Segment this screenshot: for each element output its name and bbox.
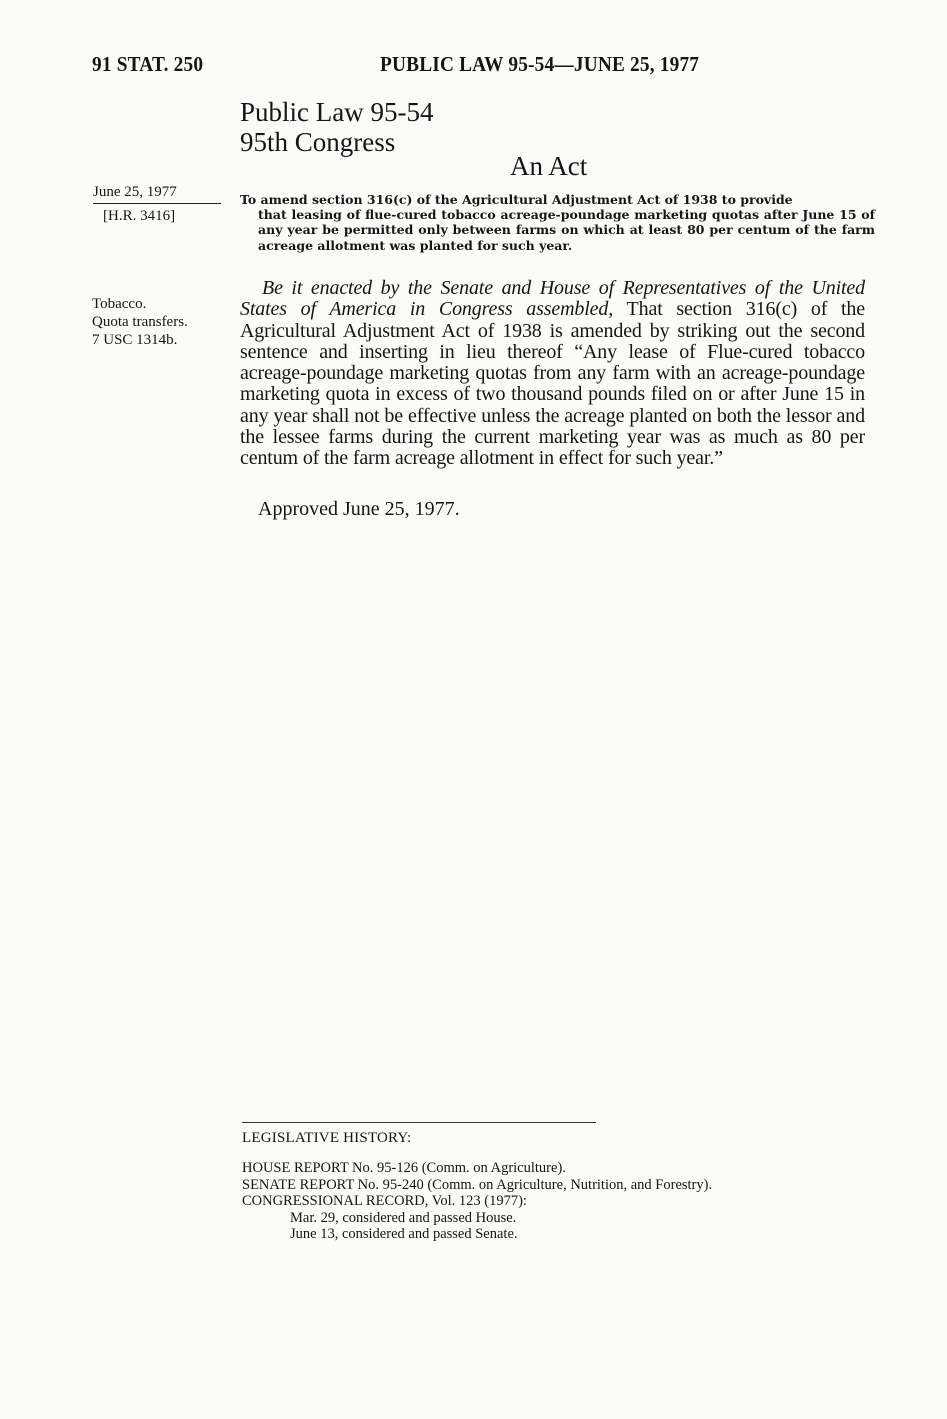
approval-date: Approved June 25, 1977.: [258, 498, 460, 520]
enacting-clause: [240, 278, 865, 470]
act-purpose: [240, 192, 875, 253]
purpose-first-line: To amend section 316(c) of the Agricultural Adjustment Act of 1938 to provide: [240, 192, 793, 207]
history-entry: SENATE REPORT No. 95-240 (Comm. on Agriculture, Nutrition, and Forestry).: [242, 1176, 713, 1193]
margin-notes: [92, 295, 188, 349]
legislative-history-list: [242, 1160, 712, 1243]
purpose-continuation: that leasing of flue-cured tobacco acreage-poundage marketing quotas after June 15 of any year be permitted only between farms on which at least 80 per centum of the farm acreage allotment was planted for such year.: [258, 207, 875, 253]
margin-bill-number: [H.R. 3416]: [103, 208, 176, 224]
history-entry: HOUSE REPORT No. 95-126 (Comm. on Agriculture).: [242, 1160, 566, 1176]
legislative-history-heading: LEGISLATIVE HISTORY:: [242, 1130, 412, 1146]
enacting-formula: Be it enacted by the Senate and House of Representatives of the United States of America in Congress assembled,: [240, 277, 865, 321]
an-act-heading: An Act: [510, 151, 588, 181]
record-item: June 13, considered and passed Senate.: [290, 1226, 518, 1242]
history-entry: CONGRESSIONAL RECORD, Vol. 123 (1977):: [242, 1193, 527, 1209]
record-item: Mar. 29, considered and passed House.: [290, 1209, 517, 1226]
margin-note: 7 USC 1314b.: [92, 332, 178, 348]
congress-number: 95th Congress: [240, 127, 396, 157]
public-law-number: Public Law 95-54: [240, 97, 434, 127]
history-divider: [242, 1122, 596, 1123]
running-head-title: PUBLIC LAW 95-54—JUNE 25, 1977: [380, 52, 700, 76]
enacting-provision: That section 316(c) of the Agricultural Adjustment Act of 1938 is amended by striking out the second sentence and inserting in lieu thereof “Any lease of Flue-cured tobacco acreage-poundage marketing quotas from any farm with an acreage-poundage marketing quota in excess of two thousand pounds filed on or after June 15 in any year shall not be effective unless the acreage planted on both the lessor and the lessee farms during the current marketing year was as much as 80 per centum of the farm acreage allotment in effect for such year.”: [240, 298, 865, 470]
statute-reference: 91 STAT. 250: [92, 52, 204, 76]
margin-note: Quota transfers.: [92, 314, 188, 330]
margin-enactment-date: June 25, 1977: [93, 184, 221, 204]
law-title-block: [240, 97, 433, 157]
enacting-paragraph: [240, 278, 865, 470]
margin-note: Tobacco.: [92, 296, 147, 312]
